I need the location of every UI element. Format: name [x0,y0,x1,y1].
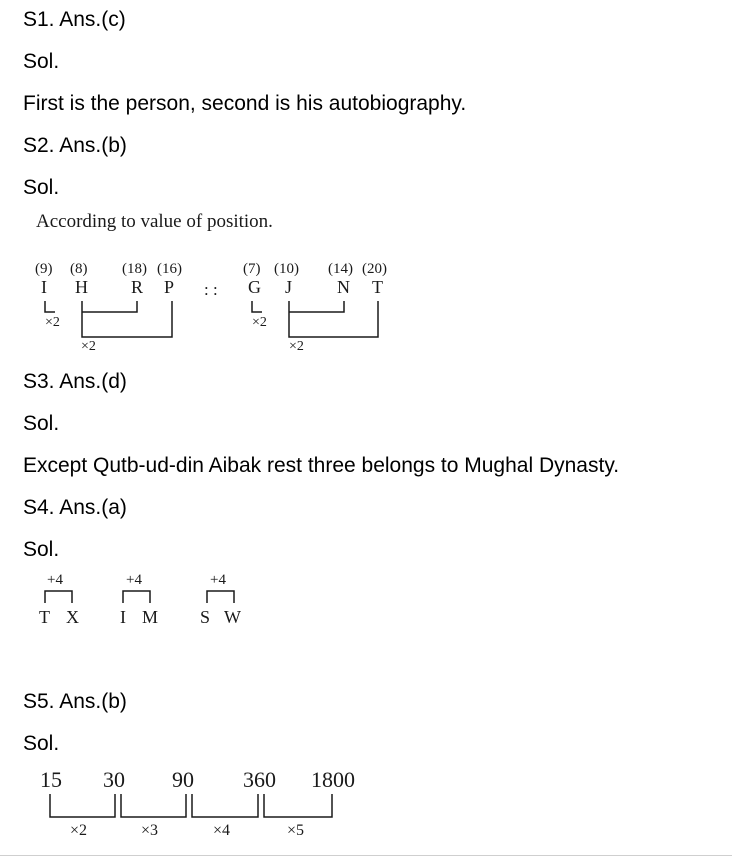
s4-answer: S4. Ans.(a) [23,496,127,519]
s2-figure [0,205,420,360]
s2-left-letter: P [164,277,175,297]
s2-right-value: (14) [328,261,353,277]
s5-figure [0,765,380,845]
s2-right-value: (7) [243,261,261,277]
s2-caption: According to value of position. [36,211,273,232]
s2-right-value: (20) [362,261,387,277]
s2-sol-label: Sol. [23,176,60,199]
s4-sol-label: Sol. [23,538,60,561]
s4-letter: I [120,607,126,627]
s2-mult: ×2 [45,315,60,330]
s5-number: 15 [40,767,62,792]
s2-left-letter: H [75,277,88,297]
s2-answer: S2. Ans.(b) [23,134,127,157]
s2-right-letter: N [337,277,350,297]
s2-brackets [0,205,420,360]
s2-mult: ×2 [81,339,96,354]
s4-op: +4 [47,572,63,588]
s5-number: 30 [103,767,125,792]
s3-answer: S3. Ans.(d) [23,370,127,393]
s2-left-value: (9) [35,261,53,277]
s1-explanation: First is the person, second is his autobiography. [23,92,467,115]
s5-mult: ×5 [287,822,305,839]
s4-letter: S [200,607,211,627]
s2-mult: ×2 [289,339,304,354]
s2-right-letter: J [285,277,293,297]
s4-letter: X [66,607,79,627]
s4-op: +4 [210,572,226,588]
s2-right-letter: T [372,277,383,297]
s5-mult: ×2 [70,822,88,839]
s2-separator: : : [204,280,218,299]
s2-mult: ×2 [252,315,267,330]
s2-left-letter: I [41,277,47,297]
s2-left-value: (16) [157,261,182,277]
s5-brackets [0,765,380,845]
s2-right-value: (10) [274,261,299,277]
bottom-divider [0,855,732,856]
s3-sol-label: Sol. [23,412,60,435]
s2-left-letter: R [131,277,144,297]
s4-letter: W [224,607,241,627]
s5-mult: ×4 [213,822,231,839]
s4-letter: M [142,607,159,627]
s4-op: +4 [126,572,142,588]
s5-sol-label: Sol. [23,732,60,755]
s2-left-value: (8) [70,261,88,277]
s1-answer: S1. Ans.(c) [23,8,126,31]
s5-number: 360 [243,767,276,792]
s4-figure [0,570,300,635]
s2-right-letter: G [248,277,261,297]
s4-letter: T [39,607,50,627]
s5-mult: ×3 [141,822,159,839]
s2-left-value: (18) [122,261,147,277]
s3-explanation: Except Qutb-ud-din Aibak rest three belongs to Mughal Dynasty. [23,454,620,477]
s5-answer: S5. Ans.(b) [23,690,127,713]
s5-number: 90 [172,767,194,792]
s1-sol-label: Sol. [23,50,60,73]
s5-number: 1800 [311,767,355,792]
